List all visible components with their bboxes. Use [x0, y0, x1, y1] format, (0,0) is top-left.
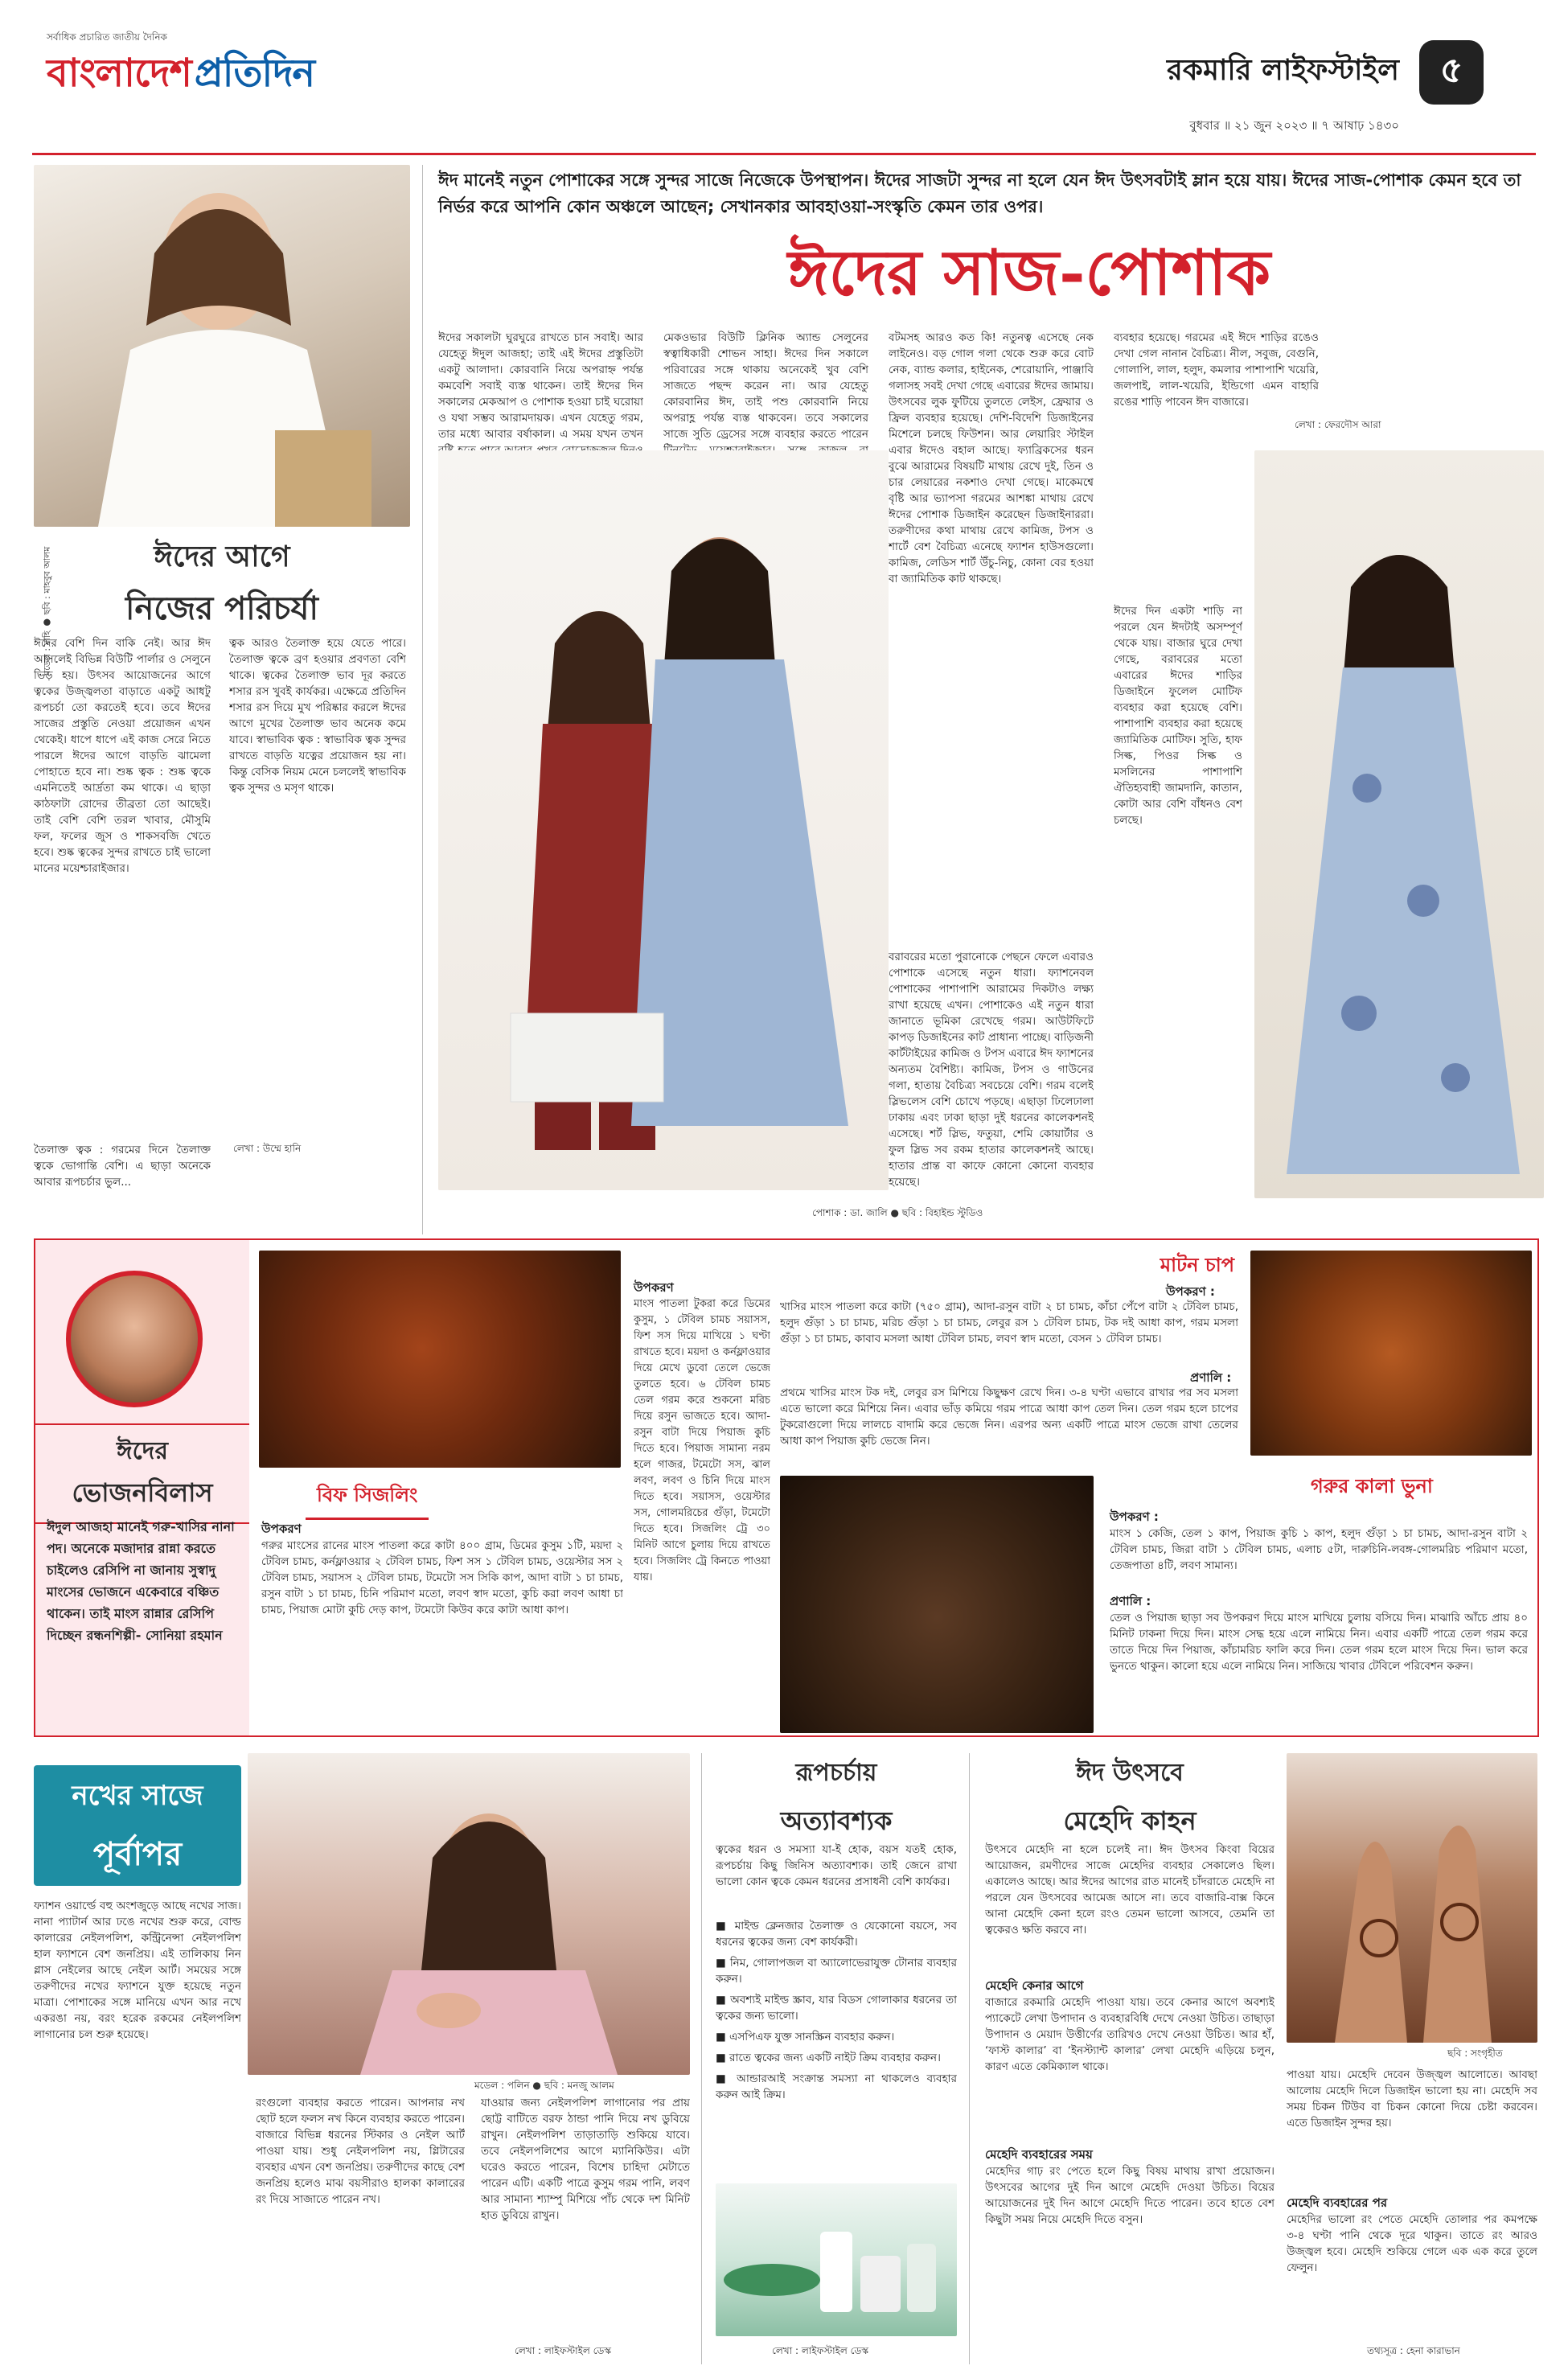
side-photo-credit: মডেল : মাহি ● ছবি : মাহবুব আলম [42, 546, 52, 676]
skincare-item: ■ এসপিএফ যুক্ত সানস্ক্রিন ব্যবহার করুন। [716, 2031, 895, 2043]
cooking-section-title-1: ঈদের [117, 1437, 168, 1465]
selfcare-col-1: ঈদের বেশি দিন বাকি নেই। আর ঈদ আসলেই বিভিন্ন বিউটি পার্লার ও সেলুনে ভিড় হয়। উৎসব আয়োজনের আগে ত্বকের উজ্জ্বলতা বাড়াতে একটু আধটু রূপচর্চা তো করতেই হবে। তবে ঈদের সাজের প্রস্তুতি নেওয়া প্রয়োজন এখন থেকেই। ধাপে ধাপে এই কাজ সেরে নিতে পারলে ঈদের আগে বাড়তি ঝামেলা পোহাতে হবে না। শুষ্ক ত্বক : শুষ্ক ত্বকে এমনিতেই আর্দ্রতা কম থাকে। এ ছাড়া কাঠফাটা রোদের তীব্রতা তো আছেই। তাই বেশি বেশি তরল খাবার, মৌসুমি ফল, ফলের জুস ও শাকসবজি খেতে হবে। শুষ্ক ত্বকের সুন্দর রাখতে চাই ভালো মানের ময়েশ্চারাইজার। [34, 637, 211, 875]
beef-curry-method-label: প্রণালি : [1110, 1594, 1151, 1608]
skincare-products-illustration [716, 2183, 957, 2336]
beef-curry-title: গরুর কালা ভুনা [1311, 1475, 1433, 1497]
mutton-ing-label: উপকরণ : [1166, 1284, 1215, 1299]
cooking-section-title-2: ভোজনবিলাস [72, 1477, 213, 1508]
mutton-chop-photo [1250, 1251, 1532, 1456]
model-portrait-photo [34, 165, 410, 527]
mehendi-title-1: ঈদ উৎসবে [1076, 1759, 1184, 1787]
skincare-item: ■ নিম, গোলাপজল বা অ্যালোভেরাযুক্ত টোনার ব্যবহার করুন। [716, 1957, 957, 1986]
column-divider [701, 1753, 702, 2364]
page-number-label: ৫ [1439, 49, 1463, 91]
mehendi-h1: মেহেদি কেনার আগে [985, 1978, 1084, 1993]
lead-col-2b: বরাবরের মতো পুরানোকে পেছনে ফেলে এবারও পোশাকে এসেছে নতুন ধারা। ফ্যাশনেবল পোশাকের পাশাপাশি আরামের দিকটাও লক্ষ্য রাখা হয়েছে এখন। পোশাকেও এই নতুন ধারা জানাতে ভূমিকা রেখেছে গরম। আউটফিটে কাপড় ডিজাইনের কাট প্রাধান্য পাচ্ছে। বাড়িজনী কার্টটাইয়ের কামিজ ও টপস এবারে ঈদ ফ্যাশনের অন্যতম বৈশিষ্ট্য। কামিজ, টপস ও গাউনের গলা, হাতায় বৈচিত্র্য সবচেয়ে বেশি। গরম বলেই স্লিভলেস বেশি চোখে পড়ছে। এছাড়া ঢিলেঢালা ঢাকায় এবং ঢাকা ছাড়া দুই ধরনের কালেকশনই এসেছে। শর্ট স্লিভ, ফতুয়া, শেমি কোয়ার্টার ও ফুল স্লিভ সব রকম হাতার কালেকশনই আছে। হাতার প্রান্ত বা কাফে কোনো কোনো ব্যবহার হয়েছে। [889, 951, 1094, 1189]
lead-col-4: ব্যবহার হয়েছে। গরমের এই ঈদে শাড়ির রঙেও দেখা গেল নানান বৈচিত্র্য। নীল, সবুজ, বেগুনি, গোলাপি, লাল, হলুদ, কমলার পাশাপাশি খয়েরি, জলপাই, লাল-খয়েরি, ইন্ডিগো এমন বাহারি রঙের শাড়ি পাবেন ঈদ বাজারে। [1114, 331, 1319, 409]
skincare-body: ত্বকের ধরন ও সমস্যা যা-ই হোক, বয়স যতই হোক, রূপচর্চায় কিছু জিনিস অত্যাবশ্যক। তাই জেনে রাখা ভালো কোন ত্বকে কেমন ধরনের প্রসাধনী বেশি কার্যকর। [716, 1843, 957, 1888]
beef-curry-photo [780, 1476, 1094, 1733]
nails-title-box [34, 1765, 241, 1886]
lead-intro: ঈদ মানেই নতুন পোশাকের সঙ্গে সুন্দর সাজে নিজেকে উপস্থাপন। ঈদের সাজটা সুন্দর না হলে যেন ঈদ উৎসবটাই ম্লান হয়ে যায়। ঈদের সাজ-পোশাক কেমন হবে তা নির্ভর করে আপনি কোন অঞ্চলে আছেন; সেখানকার আবহাওয়া-সংস্কৃতি কেমন তার ওপর। [438, 170, 1521, 216]
column-divider [969, 1753, 970, 2364]
nails-col-3: যাওয়ার জন্য নেইলপলিশ লাগানোর পর প্রায় ছোট্ট বাটিতে বরফ ঠান্ডা পানি দিয়ে নখ ডুবিয়ে রাখুন। নেইলপলিশ তাড়াতাড়ি শুকিয়ে যাবে। তবে নেইলপলিশের আগে ম্যানিকিউর। এটা ঘরেও করতে পারেন, বিশেষ চাহিদা মেটাতে পারেন এটি। একটি পাত্রে কুসুম গরম পানি, লবণ আর সামান্য শ্যাম্পু মিশিয়ে পাঁচ থেকে দশ মিনিট হাত ডুবিয়ে রাখুন। [481, 2097, 690, 2222]
mehendi-intro: উৎসবে মেহেদি না হলে চলেই না। ঈদ উৎসব কিংবা বিয়ের আয়োজন, রমণীদের সাজে মেহেদির ব্যবহার সেকালেও ছিল। একালেও আছে। আর ঈদের আগের রাত মানেই চাঁদরাতে মেহেদি না পরলে যেন উৎসবের আমেজ আসে না। তবে বাজারি-বাক্স কিনে আনা মেহেদি কেনা হলে রংও তেমন ভালো আসবে, তেমনি তা ত্বকেরও ক্ষতি করবে না। [985, 1843, 1275, 1937]
mehendi-title [985, 1753, 1275, 1844]
selfcare-headline [34, 535, 410, 637]
masthead-tagline: সর্বাধিক প্রচারিত জাতীয় দৈনিক [47, 31, 167, 43]
saree-model-illustration [1254, 450, 1544, 1198]
beef-curry-ing-label: উপকরণ : [1110, 1509, 1159, 1524]
nails-col-1: ফ্যাশন ওয়ার্ল্ডে বহু অংশজুড়ে আছে নখের সাজ। নানা প্যাটার্ন আর ঢঙে নখের শুরু করে, বোল্ড কালারের নেইলপলিশ, কন্ট্রিনেন্সা নেইলপলিশ হাল ফ্যাশনে বেশ জনপ্রিয়। এই তালিকায় নিন গ্লাস নেইলের আছে নেইল আর্ট। সময়ের সঙ্গে তরুণীদের নখের ফ্যাশনে যুক্ত হয়েছে নতুন মাত্রা। পোশাকের সঙ্গে মানিয়ে এখন আর নখে একরঙা নয়, বরং হরেক রকমের নেইলপলিশ লাগানোর চল শুরু হয়েছে। [34, 1900, 241, 2041]
selfcare-headline-2: নিজের পরিচর্যা [125, 589, 318, 627]
skincare-item: ■ অবশ্যই মাইল্ড স্ক্রাব, যার বিডস গোলাকার ধরনের তা ত্বকের জন্য ভালো। [716, 1994, 957, 2023]
masthead [0, 0, 1568, 165]
lead-headline: ঈদের সাজ-পোশাক [787, 236, 1271, 310]
dateline: বুধবার ॥ ২১ জুন ২০২৩ ॥ ৭ আষাঢ় ১৪৩০ [1189, 118, 1399, 133]
nails-title-2: পূর্বাপর [92, 1836, 183, 1873]
column-divider [422, 165, 423, 1234]
mehendi-hands-photo [1287, 1753, 1537, 2043]
selfcare-headline-1: ঈদের আগে [154, 540, 290, 573]
saree-model-photo [1254, 450, 1544, 1198]
beef-sizzling-photo [259, 1251, 621, 1468]
mehendi-h3: মেহেদি ব্যবহারের পর [1287, 2195, 1388, 2210]
nail-model-illustration [248, 1753, 690, 2075]
skincare-byline: লেখা : লাইফস্টাইল ডেস্ক [772, 2345, 868, 2356]
nails-title-1: নখের সাজে [72, 1780, 203, 1812]
lead-photo-credit: পোশাক : ডা. জালি ● ছবি : বিহাইন্ড স্টুডিও [812, 1207, 983, 1218]
mehendi-p2: মেহেদির গাঢ় রং পেতে হলে কিছু বিষয় মাথায় রাখা প্রয়োজন। উৎসবের আগের দুই দিন আগে মেহেদি দেওয়া উচিত। বিয়ের আয়োজনের দুই দিন আগে মেহেদি দিতে পারেন। তবে হাতে বেশ কিছুটা সময় নিয়ে মেহেদি দিতে বসুন। [985, 2165, 1275, 2226]
logo-text-2: প্রতিদিন [194, 51, 315, 96]
cooking-section-title [35, 1423, 249, 1524]
chef-avatar [66, 1271, 203, 1407]
beef-curry-method: তেল ও পিয়াজ ছাড়া সব উপকরণ দিয়ে মাংস মাখিয়ে চুলায় বসিয়ে দিন। মাঝারি আঁচে প্রায় ৪০ মিনিট ঢাকনা দিয়ে দিন। মাংস সেদ্ধ হয়ে এলে নামিয়ে নিন। এবার একটি পাত্রে তেল গরম করে তাতে দিয়ে দিন পিয়াজ, কাঁচামরিচ ফালি করে দিন। তেল গরম হলে মাংস দিয়ে দিন। ভাল করে ভুনতে থাকুন। কালো হয়ে এলে নামিয়ে নিন। সাজিয়ে খাবার টেবিলে পরিবেশন করুন। [1110, 1612, 1528, 1673]
nails-col-2: রংগুলো ব্যবহার করতে পারেন। আপনার নখ ছোট হলে ফলস নখ কিনে ব্যবহার করতে পারেন। বাজারে বিভিন্ন ধরনের স্টিকার ও নেইল আর্ট পাওয়া যায়। শুধু নেইলপলিশ নয়, গ্লিটারের ব্যবহার এখন বেশ জনপ্রিয়। তরুণীদের কাছে বেশ জনপ্রিয় হলেও মাঝ বয়সীরাও হালকা কালারের রং দিয়ে সাজাতে পারেন নখ। [256, 2097, 465, 2206]
lead-col-2: মেকওভার বিউটি ক্লিনিক অ্যান্ড সেলুনের স্বত্বাধিকারী শোভন সাহা। ঈদের দিন সকালে পরিবারের সঙ্গে থাকায় অনেকেই খুব বেশি সাজতে পছন্দ করেন না। আর যেহেতু কোরবানির ঈদ, তাই পশু কোরবানি নিয়ে অপরাহ্ণ পর্যন্ত ব্যস্ত থাকবেন। তবে সকালের সাজে সুতি ড্রেসের সঙ্গে ব্যবহার করতে পারেন [663, 331, 868, 441]
section-title: রকমারি লাইফস্টাইল [1166, 54, 1399, 87]
beef-ingredients: গরুর মাংসের রানের মাংস পাতলা করে কাটা ৪০০ গ্রাম, ডিমের কুসুম ১টি, ময়দা ২ টেবিল চামচ, কর্নফ্লাওয়ার ২ টেবিল চামচ, ফিশ সস ১ টেবিল চামচ, ওয়েস্টার সস ২ টেবিল চামচ, সয়াসস ২ টেবিল চামচ, টমেটো সস সিকি কাপ, আদা বাটা ১ চা চামচ, রসুন বাটা ১ চা চামচ, চিনি পরিমাণ মতো, লবণ স্বাদ মতো, কুচি করা লবণ আধা চা চামচ, পিয়াজ মোটা কুচি দেড় কাপ, টমেটো কিউব করে কাটা আধা কাপ। [261, 1539, 623, 1616]
mutton-method-label: প্রণালি : [1190, 1370, 1232, 1385]
mehendi-col-2: পাওয়া যায়। মেহেদি দেবেন উজ্জ্বল আলোতে। আবছা আলোয় মেহেদি দিলে ডিজাইন ভালো হয় না। মেহেদি সব সময় চিকন টিউব বা চিকন কোনো দিয়ে চেষ্টা করবেন। এতে ডিজাইন সুন্দর হয়। [1287, 2068, 1537, 2130]
masthead-logo [47, 44, 314, 101]
page-number [1419, 40, 1484, 105]
nail-model-photo [248, 1753, 690, 2075]
skincare-item: ■ মাইল্ড ক্লেনজার তৈলাক্ত ও যেকোনো বয়সে, সব ধরনের ত্বকের জন্য বেশ কার্যকরী। [716, 1920, 957, 1949]
two-models-photo [438, 450, 889, 1190]
mutton-method: প্রথমে খাসির মাংস টক দই, লেবুর রস মিশিয়ে কিছুক্ষণ রেখে দিন। ৩-৪ ঘণ্টা এভাবে রাখার পর সব মসলা এতে ভালো করে মিশিয়ে নিন। এবার ভাঁড় কমিয়ে গরম পাত্রে আধা কাপ তেল দিন। তেল গরম হলে চাপের টুকরোগুলো দিয়ে লালচে বাদামি করে ভেজে নিন। এরপর অন্য একটি পাত্রে মাংস ভেজে রাখা তেলের আধা কাপ পিয়াজ কুচি ভেজে নিন। [780, 1386, 1238, 1448]
mutton-chop-title: মাটন চাপ [1160, 1254, 1234, 1276]
nails-byline: লেখা : লাইফস্টাইল ডেস্ক [515, 2345, 611, 2356]
skincare-title-2: অত্যাবশ্যক [780, 1805, 893, 1836]
nails-photo-credit: মডেল : পলিন ● ছবি : মনজু আলম [474, 2080, 614, 2091]
skincare-item: ■ আন্ডারআই সংক্রান্ত সমস্যা না থাকলেও ব্যবহার করুন আই ক্রিম। [716, 2072, 957, 2101]
mehendi-byline: তথ্যসূত্র : হেনা কারাভান [1367, 2345, 1460, 2356]
logo-text-1: বাংলাদেশ [47, 51, 191, 96]
skincare-title [716, 1753, 957, 1844]
skincare-products-photo [716, 2183, 957, 2336]
beef-col2-label: উপকরণ [634, 1280, 674, 1295]
lead-col-1: ঈদের সকালটা ঘুরঘুরে রাখতে চান সবাই। আর যেহেতু ঈদুল আজহা; তাই এই ঈদের প্রস্তুতিটা একটু আলাদা। কোরবানি নিয়ে অপরাহ্ন পর্যন্ত কমবেশি সবাই ব্যস্ত থাকেন। তাই ঈদের দিন সকালের মেকআপ ও পোশাক হওয়া চাই ঘরোয়া ও যথা সম্ভব আরামদায়ক। এখন যেহেতু গরম, তার মধ্যে আবার বর্ষাকাল। এ সময় যখন তখন [438, 331, 643, 441]
two-models-illustration [438, 450, 889, 1190]
mehendi-photo-credit: ছবি : সংগৃহীত [1447, 2047, 1503, 2059]
beef-sizzling-title: বিফ সিজলিং [306, 1476, 429, 1520]
mutton-ingredients: খাসির মাংস পাতলা করে কাটা (৭৫০ গ্রাম), আদা-রসুন বাটা ২ চা চামচ, কাঁচা পেঁপে বাটা ২ টেবিল চামচ, হলুদ গুঁড়া ১ চা চামচ, মরিচ গুঁড়া ১ চা চামচ, লেবুর রস ১ টেবিল চামচ, টক দই আধা কাপ, গরম মসলা গুঁড়া ১ চা চামচ, কাবাব মসলা আধা টেবিল চামচ, লবণ স্বাদ মতো, বেসন ১ টেবিল চামচ। [780, 1300, 1238, 1345]
mehendi-p3: মেহেদির ভালো রং পেতে মেহেদি তোলার পর কমপক্ষে ৩-৪ ঘণ্টা পানি থেকে দূরে থাকুন। তাতে রং আরও উজ্জ্বল হবে। মেহেদি শুকিয়ে গেলে এক এক করে তুলে ফেলুন। [1287, 2213, 1537, 2274]
cooking-intro: ঈদুল আজহা মানেই গরু-খাসির নানা পদ। অনেকে মজাদার রান্না করতে চাইলেও রেসিপি না জানায় সুস্বাদু মাংসের ভোজনে একেবারে বঞ্চিত থাকেন। তাই মাংস রান্নার রেসিপি দিচ্ছেন রন্ধনশিল্পী- সোনিয়া রহমান [47, 1519, 235, 1643]
selfcare-oily-note: তৈলাক্ত ত্বক : গরমের দিনে তৈলাক্ত ত্বকে ভোগান্তি বেশি। এ ছাড়া অনেকে আবার রূপচর্চার ভুল... [34, 1144, 211, 1189]
skincare-item: ■ রাতে ত্বকের জন্য একটি নাইট ক্রিম ব্যবহার করুন। [716, 2052, 941, 2064]
mehendi-hands-illustration [1287, 1753, 1537, 2043]
selfcare-col-2: ত্বক আরও তৈলাক্ত হয়ে যেতে পারে। তৈলাক্ত ত্বকে ব্রণ হওয়ার প্রবণতা বেশি থাকে। ত্বকের তৈলাক্ত ভাব দূর করতে শসার রস খুবই কার্যকর। এক্ষেত্রে প্রতিদিন শসার রস দিয়ে মুখ পরিষ্কার করলে ঈদের আগে মুখের তৈলাক্ত ভাব অনেক কমে যাবে। স্বাভাবিক ত্বক : স্বাভাবিক ত্বক সুন্দর রাখতে বাড়তি যত্নের প্রয়োজন হয় না। কিন্তু বেসিক নিয়ম মেনে চললেই স্বাভাবিক ত্বক সুন্দর ও মসৃণ থাকে। [229, 637, 406, 795]
mehendi-title-2: মেহেদি কাহন [1063, 1805, 1197, 1836]
skincare-list [716, 1918, 957, 2108]
model-portrait-illustration [34, 165, 410, 527]
skincare-title-1: রূপচর্চায় [795, 1759, 877, 1787]
beef-curry-ingredients: মাংস ১ কেজি, তেল ১ কাপ, পিয়াজ কুচি ১ কাপ, হলুদ গুঁড়া ১ চা চামচ, আদা-রসুন বাটা ২ টেবিল চামচ, জিরা বাটা ১ টেবিল চামচ, এলাচ ৫টা, দারুচিনি-লবঙ্গ-গোলমরিচ পরিমাণ মতো, তেজপাতা ৪টি, লবণ সামান্য। [1110, 1527, 1528, 1572]
beef-method: মাংস পাতলা টুকরা করে ডিমের কুসুম, ১ টেবিল চামচ সয়াসস, ফিশ সস দিয়ে মাখিয়ে ১ ঘণ্টা রাখতে হবে। ময়দা ও কর্নফ্লাওয়ার দিয়ে মেখে ডুবো তেলে ভেজে তুলতে হবে। ৬ টেবিল চামচ তেল গরম করে শুকনো মরিচ দিয়ে রসুন ভাজতে হবে। আদা-রসুন বাটা দিয়ে পিয়াজ কুচি দিতে হবে। পিয়াজ সামান্য নরম হলে গাজর, টমেটো সস, ঝাল লবণ, লবণ ও চিনি দিয়ে মাংস দিতে হবে। সয়াসস, ওয়েস্টার সস, গোলমরিচের গুঁড়া, টমেটো দিতে হবে। সিজলিং ট্রে ৩০ মিনিট আগে চুলায় দিয়ে রাখতে হবে। সিজলিং ট্রে কিনতে পাওয়া যায়। [634, 1298, 770, 1583]
mehendi-h2: মেহেদি ব্যবহারের সময় [985, 2147, 1093, 2162]
lead-col-3b: ঈদের দিন একটা শাড়ি না পরলে যেন ঈদটাই অসম্পূর্ণ থেকে যায়। বাজার ঘুরে দেখা গেছে, বরাবরের মতো এবারের ঈদের শাড়ির ডিজাইনে ফুলেল মোটিফ ব্যবহার করা হয়েছে বেশি। পাশাপাশি ব্যবহার করা হয়েছে জ্যামিতিক মোটিফ। সুতি, হাফ সিল্ক, পিওর সিল্ক ও মসলিনের পাশাপাশি ঐতিহ্যবাহী জামদানি, কাতান, কোটা আর বেশি বাঁধনও বেশ চলছে। [1114, 605, 1242, 827]
masthead-rule [32, 153, 1536, 155]
lead-col-3: বটমসহ আরও কত কি! নতুনত্ব এসেছে নেক লাইনেও। বড় গোল গলা থেকে শুরু করে বোট নেক, ব্যান্ড কলার, হাইনেক, শেরোয়ানি, পাঞ্জাবি গলাসহ সবই দেখা গেছে এবারের ঈদের জামায়। উৎসবের লুক ফুটিয়ে তুলতে লেইস, ফ্রেয়ার ও ফ্রিল ব্যবহার হয়েছে। দেশি-বিদেশি ডিজাইনের মিশেলে চলছে ফিউশন। আর লেয়ারিং স্টাইল এবার ঈদেও বহাল আছে। ফ্যাব্রিকসের ধরন বুঝে আরামের বিষয়টি মাথায় রেখে দুই, তিন ও চার লেয়ারের নকশাও দেখা গেছে। মাকেমশ্বে বৃষ্টি আর ভ্যাপসা গরমের আশঙ্কা মাথায় রেখে ঈদের পোশাক ডিজাইন করেছেন ডিজাইনাররা। তরুণীদের কথা মাথায় রেখে কামিজ, টপস ও শার্টে বেশ বৈচিত্র্য এনেছে ফ্যাশন হাউসগুলো। কামিজ, লেডিস শার্ট উঁচু-নিচু, কোনা বের হওয়া বা জ্যামিতিক কাট থাকছে। [889, 331, 1094, 585]
lead-col-4-byline: লেখা : ফেরদৌস আরা [1295, 419, 1381, 430]
beef-ing-label: উপকরণ [261, 1522, 302, 1536]
mehendi-p1: বাজারে রকমারি মেহেদি পাওয়া যায়। তবে কেনার আগে অবশ্যই প্যাকেটে লেখা উপাদান ও ব্যবহারবিধি দেখে নেওয়া উচিত। তাছাড়া উপাদান ও মেয়াদ উত্তীর্ণের তারিখও দেখে নেওয়া উচিত। আর হাঁ, ‘ফাস্ট কালার’ বা ‘ইনস্ট্যান্ট কালার’ লেখা মেহেদি এড়িয়ে চলুন, কারণ এতে কেমিক্যাল থাকে। [985, 1996, 1275, 2073]
selfcare-byline: লেখা : উম্মে হানি [233, 1143, 302, 1154]
